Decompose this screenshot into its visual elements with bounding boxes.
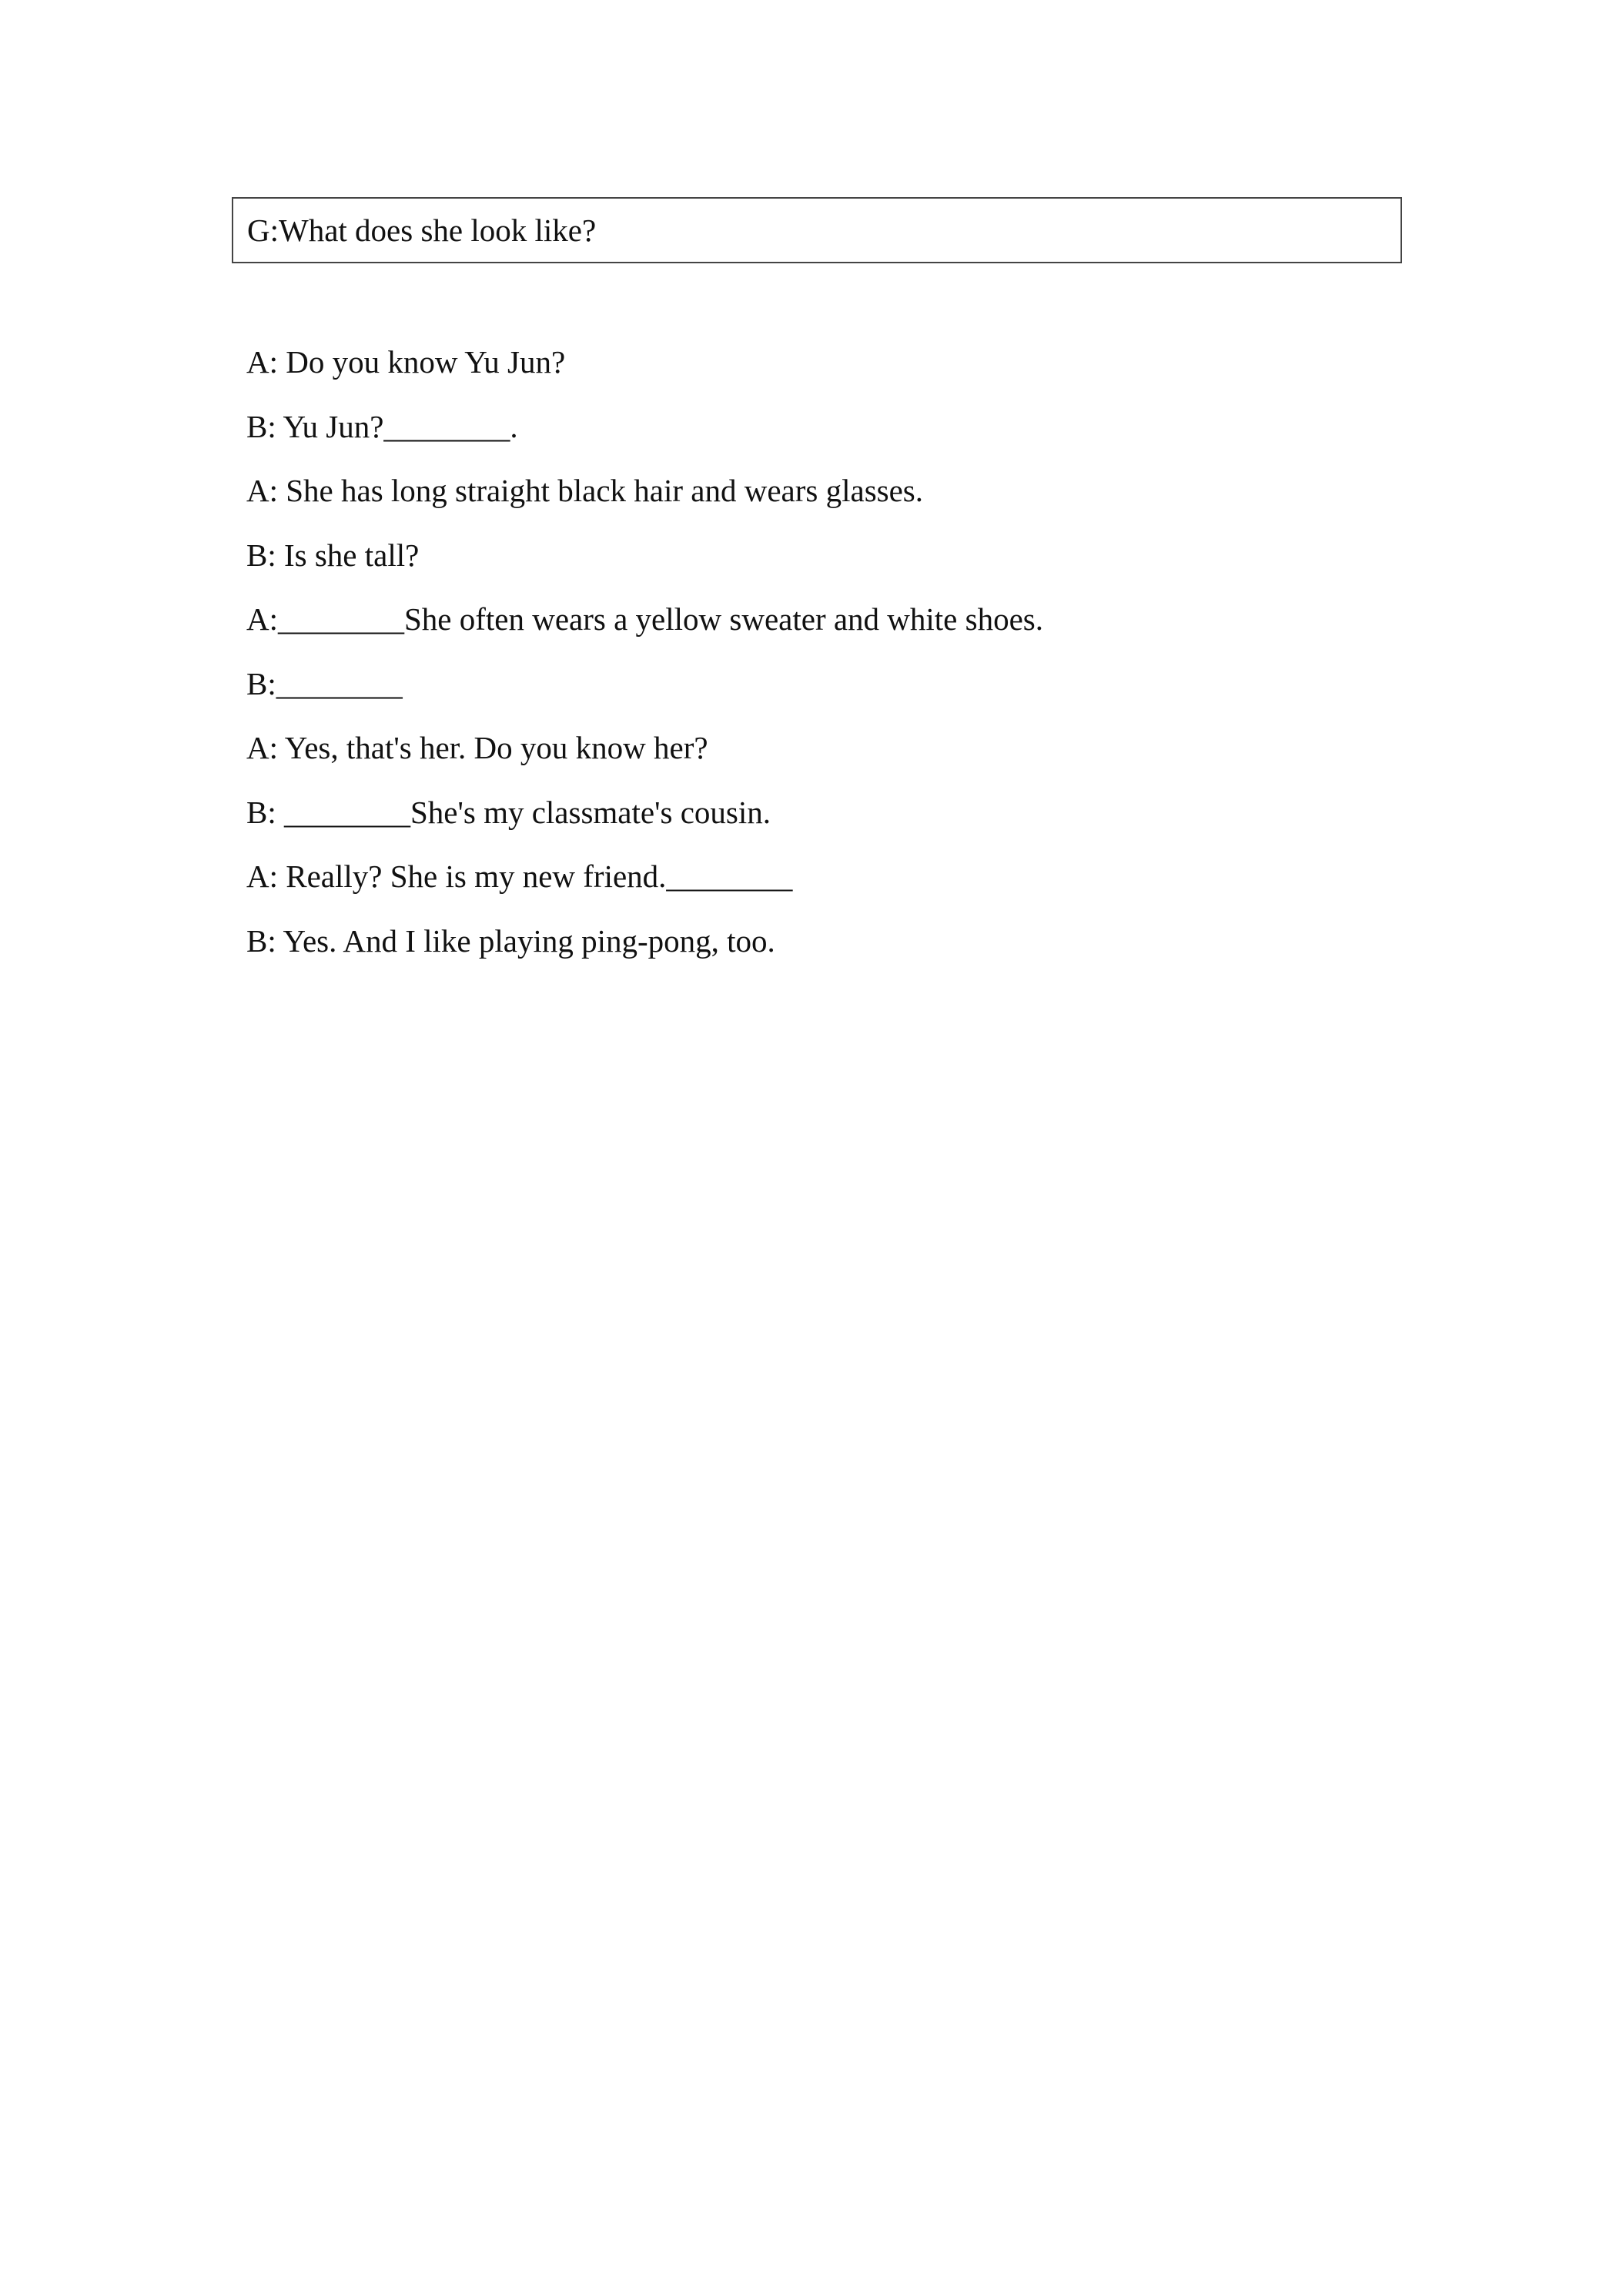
section-title-box [232,197,1402,263]
dialogue-line: A: Yes, that's her. Do you know her? [246,730,708,765]
dialogue-line: A:________She often wears a yellow sweater and white shoes. [246,601,1043,637]
dialogue-line: B: Yu Jun?________. [246,408,518,444]
dialogue-line: B: Yes. And I like playing ping-pong, too. [246,922,775,959]
dialogue-line: A: Do you know Yu Jun? [246,344,566,380]
dialogue-line: B:________ [246,665,403,701]
dialogue-list [246,339,1401,982]
dialogue-line: A: She has long straight black hair and wears glasses. [246,473,924,508]
dialogue-line: B: Is she tall? [246,537,420,573]
dialogue-line: B: ________She's my classmate's cousin. [246,794,771,830]
section-title: G:What does she look like? [247,212,597,248]
dialogue-line: A: Really? She is my new friend.________ [246,858,793,894]
